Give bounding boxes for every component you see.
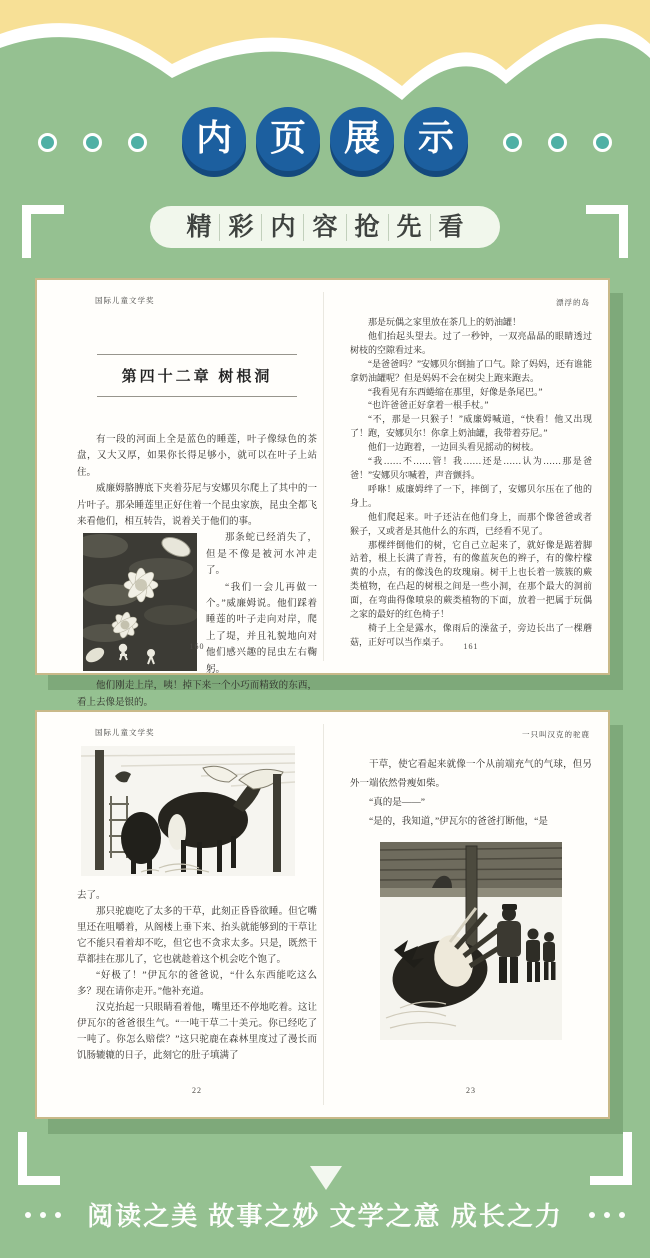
body-paragraph: “我……不……管！我……还是……认为……那是爸爸！”安娜贝尔喊着，声音颤抖。 [350, 456, 592, 480]
body-paragraph: 干草，使它看起来就像一个从前端充气的气球，但另外一端依然骨瘦如柴。 [350, 760, 592, 789]
book-spread-2 [35, 710, 610, 1119]
down-triangle-icon [310, 1166, 342, 1190]
page-body [350, 756, 592, 1040]
illustration-moose-lying [380, 842, 562, 1040]
subtitle-char: 彩 [220, 214, 262, 241]
teal-dot-icon [83, 133, 102, 152]
footer-slogan: 阅读之美 故事之妙 文学之意 成长之力 [87, 1201, 563, 1231]
spread1-left-page [77, 280, 317, 708]
body-paragraph: 去了。 [77, 891, 106, 901]
body-paragraph: 那棵绊倒他们的树，它自己立起来了，就好像是踮着脚站着，根上长满了青苔，有的像蓝灰色的辫子，有的像柠檬黄的小点，有的像浅色的玫瑰扇。树干上也长着一簇簇的蕨类植物，在凸起的树根之间是一些小洞，在那个最大的洞前面，在弯曲得像喷泉的蕨类植物的下面，放着一把属于玩偶之家的最好的红色椅子！ [350, 539, 592, 620]
teal-dot-icon [503, 133, 522, 152]
body-paragraph: “我看见有东西蜷缩在那里，好像是条尾巴。” [368, 386, 543, 397]
title-dots-left [38, 133, 147, 152]
corner-bracket-top-left-icon [22, 205, 64, 258]
corner-bracket-bottom-left-icon [18, 1132, 60, 1185]
teal-dot-icon [548, 133, 567, 152]
body-paragraph: 那是玩偶之家里放在茶几上的奶油罐！ [368, 317, 522, 327]
body-paragraph: 椅子上全是露水，像雨后的澡盆子，旁边长出了一棵蘑菇，正好可以当作桌子。 [350, 622, 592, 647]
page-number: 161 [463, 642, 479, 651]
page-number: 23 [466, 1086, 476, 1095]
mini-dot [589, 1212, 595, 1218]
title-banner [182, 107, 468, 171]
teal-dot-icon [38, 133, 57, 152]
cloud-top-decoration [0, 0, 650, 112]
spread2-left-page [77, 712, 317, 1117]
body-paragraph: 那条蛇已经消失了，但是不像是被河水冲走了。 [206, 533, 317, 577]
running-head: 国际儿童文学奖 [95, 296, 155, 305]
body-paragraph: 威廉姆胳膊底下夹着芬尼与安娜贝尔爬上了其中的一片叶子。那朵睡莲里正好住着一个昆虫家族，昆虫全都飞来看他们，相互转告，说着关于他们的事。 [77, 484, 317, 528]
chapter-rule [97, 396, 297, 397]
title-circle [404, 107, 468, 171]
page-body [350, 316, 592, 650]
subtitle-char: 先 [389, 214, 431, 241]
teal-dot-icon [128, 133, 147, 152]
title-char: 示 [417, 116, 454, 158]
page-body [77, 746, 317, 1064]
title-circle [330, 107, 394, 171]
body-paragraph: “是的，我知道，”伊瓦尔的爸爸打断他，“是 [369, 817, 548, 827]
subtitle-char: 抢 [347, 214, 389, 241]
book-spine-line [323, 724, 324, 1105]
ellipsis-dots-icon [589, 1212, 625, 1218]
page-number: 22 [192, 1086, 202, 1095]
body-paragraph: “不，那是一只猴子！”威廉姆喊道，“快看！他又出现了！跑，安娜贝尔！你拿上奶油罐，我带着芬尼。” [350, 414, 592, 439]
illustration-moose-standing [81, 746, 295, 876]
mini-dot [604, 1212, 610, 1218]
chapter-title: 第四十二章 树根洞 [121, 369, 273, 385]
chapter-rule [97, 354, 297, 355]
mini-dot [25, 1212, 31, 1218]
moose-lying-drawing [380, 842, 562, 1040]
mini-dot [55, 1212, 61, 1218]
footer-slogan-row [0, 1196, 650, 1233]
running-head: 国际儿童文学奖 [95, 728, 155, 737]
spread1-right-page [350, 280, 592, 673]
running-head: 一只叫汉克的驼鹿 [522, 730, 590, 739]
corner-bracket-top-right-icon [586, 205, 628, 258]
title-circle [256, 107, 320, 171]
subtitle-char: 容 [304, 214, 346, 241]
chapter-heading [97, 354, 297, 397]
title-char: 展 [343, 116, 380, 158]
body-paragraph: 他们抬起头望去。过了一秒钟，一双亮晶晶的眼睛透过树枝的空隙看过来。 [350, 330, 592, 355]
spread2-right-page [350, 712, 592, 1117]
body-paragraph: “好极了！”伊瓦尔的爸爸说，“什么东西能吃这么多？现在请你走开。”他补充道。 [77, 971, 317, 997]
title-circle [182, 107, 246, 171]
subtitle-char: 精 [178, 214, 220, 241]
body-paragraph: “真的是——” [369, 798, 425, 808]
page-body [77, 432, 317, 711]
running-head: 漂浮的岛 [556, 298, 590, 307]
subtitle-char: 看 [438, 212, 464, 241]
title-dots-right [503, 133, 612, 152]
book-spread-1 [35, 278, 610, 708]
body-paragraph: 他们爬起来。叶子还沾在他们身上，而那个像爸爸或者猴子，又或者是其他什么的东西，已经看不见了。 [350, 511, 592, 536]
corner-bracket-bottom-right-icon [590, 1132, 632, 1185]
body-paragraph: 呼咻！威廉姆绊了一下，摔倒了，安娜贝尔压在了他的身上。 [350, 483, 592, 508]
mini-dot [619, 1212, 625, 1218]
ellipsis-dots-icon [25, 1212, 61, 1218]
book-spine-line [323, 292, 324, 661]
body-paragraph: “我们一会儿再做一个。”威廉姆说。他们踩着睡莲的叶子走向对岸，爬上了堤，并且礼貌地向对他们感兴趣的昆虫左右鞠躬。 [206, 582, 317, 675]
subtitle-char: 内 [262, 214, 304, 241]
body-paragraph: “也许爸爸正好拿着一根手杖。” [368, 400, 489, 411]
body-paragraph: 有一段的河面上全是蓝色的睡莲，叶子像绿色的茶盘，又大又厚，如果你长得足够小，就可以在叶子上站住。 [77, 435, 317, 478]
moose-standing-drawing [81, 746, 295, 876]
title-char: 内 [195, 116, 232, 158]
teal-dot-icon [593, 133, 612, 152]
title-char: 页 [269, 116, 306, 158]
body-paragraph: 汉克抬起一只眼睛看着他，嘴里还不停地吃着。这让伊瓦尔的爸爸很生气。“一吨干草二十美元。你已经吃了一吨了。你怎么赔偿？”这只驼鹿在森林里度过了漫长而饥肠辘辘的日子，此刻它的肚子填满了 [77, 1003, 317, 1061]
body-paragraph: 他们一边跑着，一边回头看见摇动的树枝。 [368, 442, 540, 453]
mini-dot [40, 1212, 46, 1218]
body-paragraph: 他们刚走上岸，咦！掉下来一个小巧而精致的东西，看上去像是银的。 [77, 681, 317, 708]
body-paragraph: “是爸爸吗？”安娜贝尔倒抽了口气。除了妈妈，还有谁能拿奶油罐呢？但是妈妈不会在树尖上跑来跑去。 [350, 358, 592, 383]
page-number: 160 [189, 642, 205, 651]
body-paragraph: 那只驼鹿吃了太多的干草，此刻正昏昏欲睡。但它嘴里还在咀嚼着，从阁楼上垂下来、抬头就能够到的干草让它不能只看着却不吃，但它也不贪求太多。只是，既然干草都挂在那儿了，它也就趁着这个机会吃个饱了。 [77, 907, 317, 965]
subtitle-pill [150, 206, 500, 248]
